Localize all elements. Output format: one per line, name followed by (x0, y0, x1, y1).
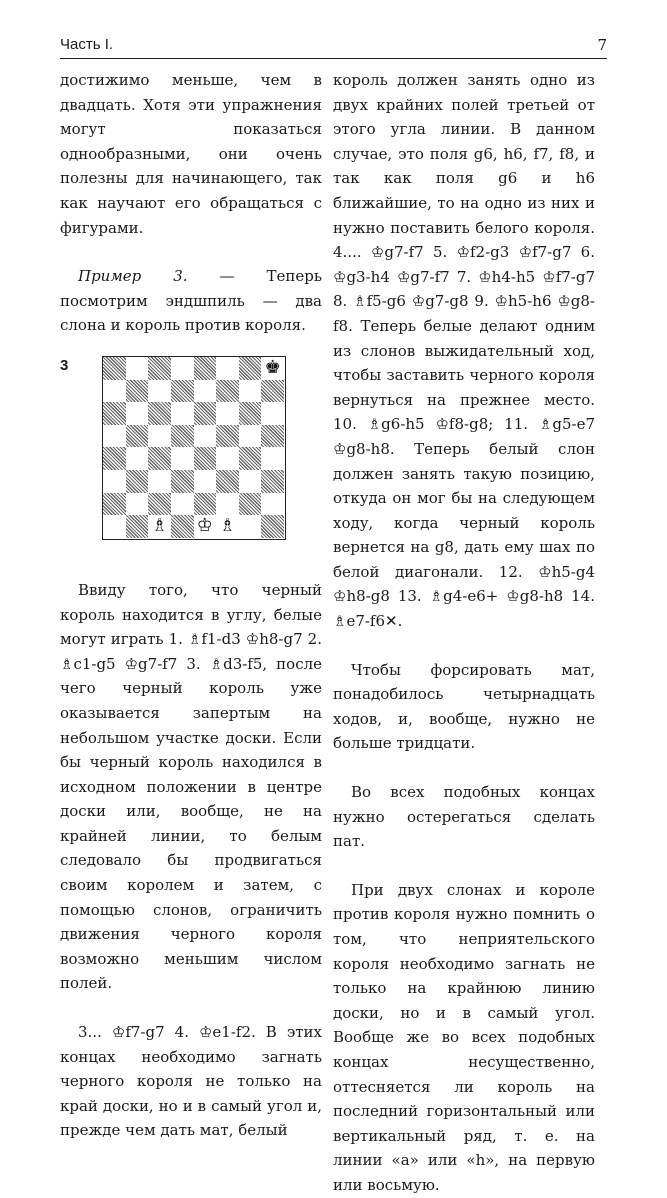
board-square-c5 (148, 425, 171, 448)
board-square-g6 (239, 402, 262, 425)
board-square-c7 (148, 380, 171, 403)
board-square-h4 (261, 447, 284, 470)
board-square-d8 (171, 357, 194, 380)
running-header (60, 34, 607, 59)
board-square-e3 (194, 470, 217, 493)
board-square-g8 (239, 357, 262, 380)
board-square-g2 (239, 493, 262, 516)
chess-board (102, 356, 286, 540)
board-square-f2 (216, 493, 239, 516)
board-square-h2 (261, 493, 284, 516)
board-square-f5 (216, 425, 239, 448)
paragraph: Во всех подобных концах нужно остерегаться сделать пат. (333, 783, 595, 851)
board-square-c2 (148, 493, 171, 516)
board-square-e5 (194, 425, 217, 448)
board-square-b3 (126, 470, 149, 493)
board-square-a3 (103, 470, 126, 493)
white-bishop-icon: ♗ (148, 515, 171, 538)
board-square-b8 (126, 357, 149, 380)
black-king-icon: ♚ (261, 357, 284, 380)
white-bishop-icon: ♗ (216, 515, 239, 538)
board-square-a5 (103, 425, 126, 448)
board-square-g4 (239, 447, 262, 470)
white-king-icon: ♔ (194, 515, 217, 538)
section-title: Часть I. (60, 36, 114, 53)
example-title: Пример 3. (78, 267, 188, 286)
board-square-c3 (148, 470, 171, 493)
board-square-d1 (171, 515, 194, 538)
board-square-d3 (171, 470, 194, 493)
board-square-b4 (126, 447, 149, 470)
board-square-f7 (216, 380, 239, 403)
example-paragraph (60, 264, 322, 338)
board-square-d4 (171, 447, 194, 470)
board-square-c6 (148, 402, 171, 425)
board-square-a4 (103, 447, 126, 470)
board-square-d7 (171, 380, 194, 403)
board-square-a2 (103, 493, 126, 516)
board-square-b5 (126, 425, 149, 448)
board-square-d5 (171, 425, 194, 448)
board-square-b2 (126, 493, 149, 516)
paragraph: 3... ♔f7-g7 4. ♔e1-f2. В этих концах необходимо загнать черного короля не только на край доски, но и в самый угол и, прежде чем дать мат, белый (60, 1023, 322, 1140)
board-square-h7 (261, 380, 284, 403)
diagram-number: 3 (60, 356, 69, 374)
left-column (60, 68, 322, 1143)
board-square-c4 (148, 447, 171, 470)
board-square-e6 (194, 402, 217, 425)
paragraph: достижимо меньше, чем в двадцать. Хотя эти упражнения могут показаться однообразными, они очень полезны для начинающего, так как научают его обращаться с фигурами. (60, 71, 322, 237)
board-square-g5 (239, 425, 262, 448)
board-square-e8 (194, 357, 217, 380)
paragraph: Чтобы форсировать мат, понадобилось четырнадцать ходов, и, вообще, нужно не больше тридцати. (333, 660, 595, 753)
board-square-d2 (171, 493, 194, 516)
board-square-a8 (103, 357, 126, 380)
board-square-f6 (216, 402, 239, 425)
board-square-g1 (239, 515, 262, 538)
board-square-f3 (216, 470, 239, 493)
paragraph: Ввиду того, что черный король находится в углу, белые могут играть 1. ♗f1-d3 ♔h8-g7 2. ♗c1-g5 ♔g7-f7 3. ♗d3-f5, после чего черный король уже оказывается запертым на небольшом участке доски. Если бы черный король находился в исходном положении в центре доски или, вообще, не на крайней линии, то белым следовало бы продвигаться своим королем и затем, с помощью слонов, ограничить движения черного короля возможно меньшим числом полей. (60, 580, 322, 993)
board-square-e4 (194, 447, 217, 470)
board-square-h1 (261, 515, 284, 538)
right-column (333, 68, 595, 1198)
board-square-d6 (171, 402, 194, 425)
paragraph: король должен занять одно из двух крайних полей третьей от этого угла линии. В данном случае, это поля g6, h6, f7, f8, и так как поля g6 и h6 ближайшие, то на одно из них и нужно поставить белого короля. 4.... ♔g7-f7 5. ♔f2-g3 ♔f7-g7 6. ♔g3-h4 ♔g7-f7 7. ♔h4-h5 ♔f7-g7 8. ♗f5-g6 ♔g7-g8 9. ♔h5-h6 ♔g8-f8. Теперь белые делают одним из слонов выжидательный ход, чтобы заставить черного короля вернуться на прежнее место. 10. ♗g6-h5 ♔f8-g8; 11. ♗g5-e7 ♔g8-h8. Теперь белый слон должен занять такую позицию, откуда он мог бы на следующем ходу, когда черный король вернется на g8, дать ему шах по белой диагонали. 12. ♔h5-g4 ♔h8-g8 13. ♗g4-e6+ ♔g8-h8 14. ♗e7-f6✕. (333, 71, 595, 631)
board-square-e2 (194, 493, 217, 516)
diagram (60, 354, 322, 554)
board-square-g3 (239, 470, 262, 493)
board-square-h5 (261, 425, 284, 448)
paragraph: При двух слонах и короле против короля нужно помнить о том, что неприятельского короля необходимо загнать не только на крайнюю линию доски, но и в самый угол. Вообще же во всех подобных концах несущественно, оттесняется ли король на последний горизонтальный или вертикальный ряд, т. е. на линии «a» или «h», на первую или восьмую. (333, 880, 595, 1194)
board-square-a1 (103, 515, 126, 538)
board-square-b6 (126, 402, 149, 425)
page-number: 7 (597, 36, 607, 54)
board-square-b7 (126, 380, 149, 403)
board-square-f8 (216, 357, 239, 380)
board-square-g7 (239, 380, 262, 403)
board-square-f4 (216, 447, 239, 470)
board-square-c8 (148, 357, 171, 380)
board-square-b1 (126, 515, 149, 538)
example-text: — Теперь посмотрим эндшпиль — два слона и король против короля. (60, 267, 323, 335)
board-square-a6 (103, 402, 126, 425)
board-square-h3 (261, 470, 284, 493)
board-square-e7 (194, 380, 217, 403)
board-square-a7 (103, 380, 126, 403)
board-square-h6 (261, 402, 284, 425)
